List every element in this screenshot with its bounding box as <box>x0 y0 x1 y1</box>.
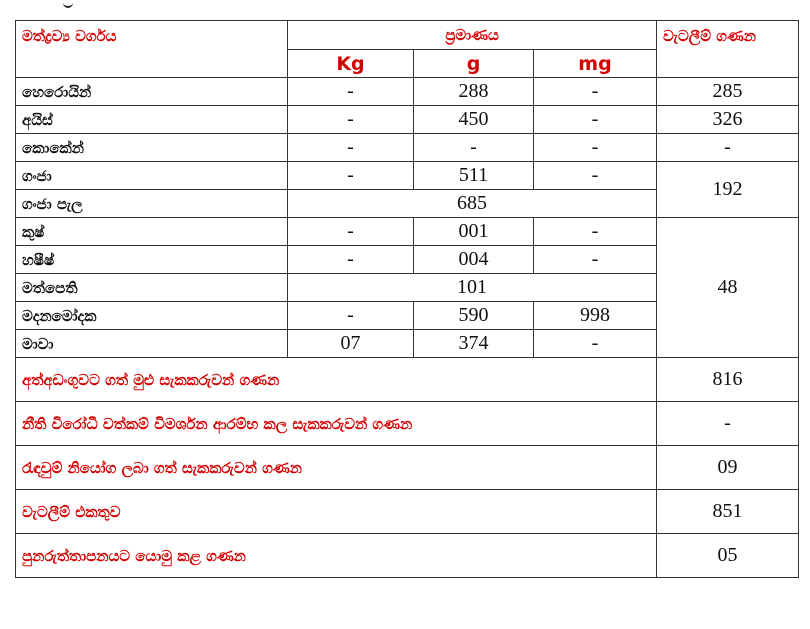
summary-row <box>16 534 799 578</box>
g-value: 374 <box>414 330 534 358</box>
summary-row <box>16 446 799 490</box>
g-value: 590 <box>414 302 534 330</box>
drug-name: කොකේන් <box>16 134 288 162</box>
drug-name: හෂීෂ් <box>16 246 288 274</box>
g-value: 511 <box>414 162 534 190</box>
g-value: 001 <box>414 218 534 246</box>
drug-name: මදනමෝදක <box>16 302 288 330</box>
unit-kg-header: Kg <box>288 50 414 78</box>
summary-label: පුනරුත්තාපනයට යොමු කළ ගණන <box>16 534 657 578</box>
drug-name: අයිස් <box>16 106 288 134</box>
kg-value: - <box>288 78 414 106</box>
drug-seizure-table <box>15 20 799 578</box>
table-row <box>16 218 799 246</box>
summary-row <box>16 402 799 446</box>
summary-value: 05 <box>657 534 799 578</box>
kg-value: - <box>288 162 414 190</box>
unit-mg-header: mg <box>534 50 657 78</box>
raid-value: 192 <box>657 162 799 218</box>
quantity-header: ප්‍රමාණය <box>288 21 657 50</box>
mg-value: 998 <box>534 302 657 330</box>
mg-value: - <box>534 162 657 190</box>
drug-name: කුෂ් <box>16 218 288 246</box>
g-value: 004 <box>414 246 534 274</box>
summary-value: 816 <box>657 358 799 402</box>
drug-type-header: මත්ද්‍රව්‍ය වර්ගය <box>16 21 288 78</box>
unit-g-header: g <box>414 50 534 78</box>
summary-value: - <box>657 402 799 446</box>
summary-row <box>16 490 799 534</box>
raid-value: 48 <box>657 218 799 358</box>
table-row <box>16 162 799 190</box>
mg-value: - <box>534 246 657 274</box>
kg-value: - <box>288 134 414 162</box>
table-row <box>16 78 799 106</box>
kg-value: - <box>288 106 414 134</box>
drug-name: ගංජා පැල <box>16 190 288 218</box>
raid-value: - <box>657 134 799 162</box>
summary-label: නීති විරෝධී වත්කම් විමර්ශන ආරම්භ කල සැකකරුවන් ගණන <box>16 402 657 446</box>
mg-value: - <box>534 106 657 134</box>
kg-value: - <box>288 246 414 274</box>
summary-value: 851 <box>657 490 799 534</box>
summary-label: අත්අඩංගුවට ගත් මුළු සැකකරුවන් ගණන <box>16 358 657 402</box>
g-value: - <box>414 134 534 162</box>
mg-value: - <box>534 218 657 246</box>
raid-value: 285 <box>657 78 799 106</box>
summary-label: වැටලීම් එකතුව <box>16 490 657 534</box>
summary-row <box>16 358 799 402</box>
merged-quantity-value: 101 <box>288 274 657 302</box>
kg-value: - <box>288 218 414 246</box>
drug-name: ගංජා <box>16 162 288 190</box>
mg-value: - <box>534 134 657 162</box>
summary-label: රැඳවුම් නියෝග ලබා ගත් සැකකරුවන් ගණන <box>16 446 657 490</box>
merged-quantity-value: 685 <box>288 190 657 218</box>
drug-name: මත්පෙති <box>16 274 288 302</box>
table-row <box>16 134 799 162</box>
drug-name: හෙරොයින් <box>16 78 288 106</box>
g-value: 288 <box>414 78 534 106</box>
kg-value: 07 <box>288 330 414 358</box>
mg-value: - <box>534 78 657 106</box>
summary-value: 09 <box>657 446 799 490</box>
kg-value: - <box>288 302 414 330</box>
raid-value: 326 <box>657 106 799 134</box>
table-row <box>16 106 799 134</box>
mg-value: - <box>534 330 657 358</box>
raid-count-header: වැටලීම් ගණන <box>657 21 799 78</box>
g-value: 450 <box>414 106 534 134</box>
top-crop-mark <box>63 0 73 8</box>
drug-name: මාවා <box>16 330 288 358</box>
